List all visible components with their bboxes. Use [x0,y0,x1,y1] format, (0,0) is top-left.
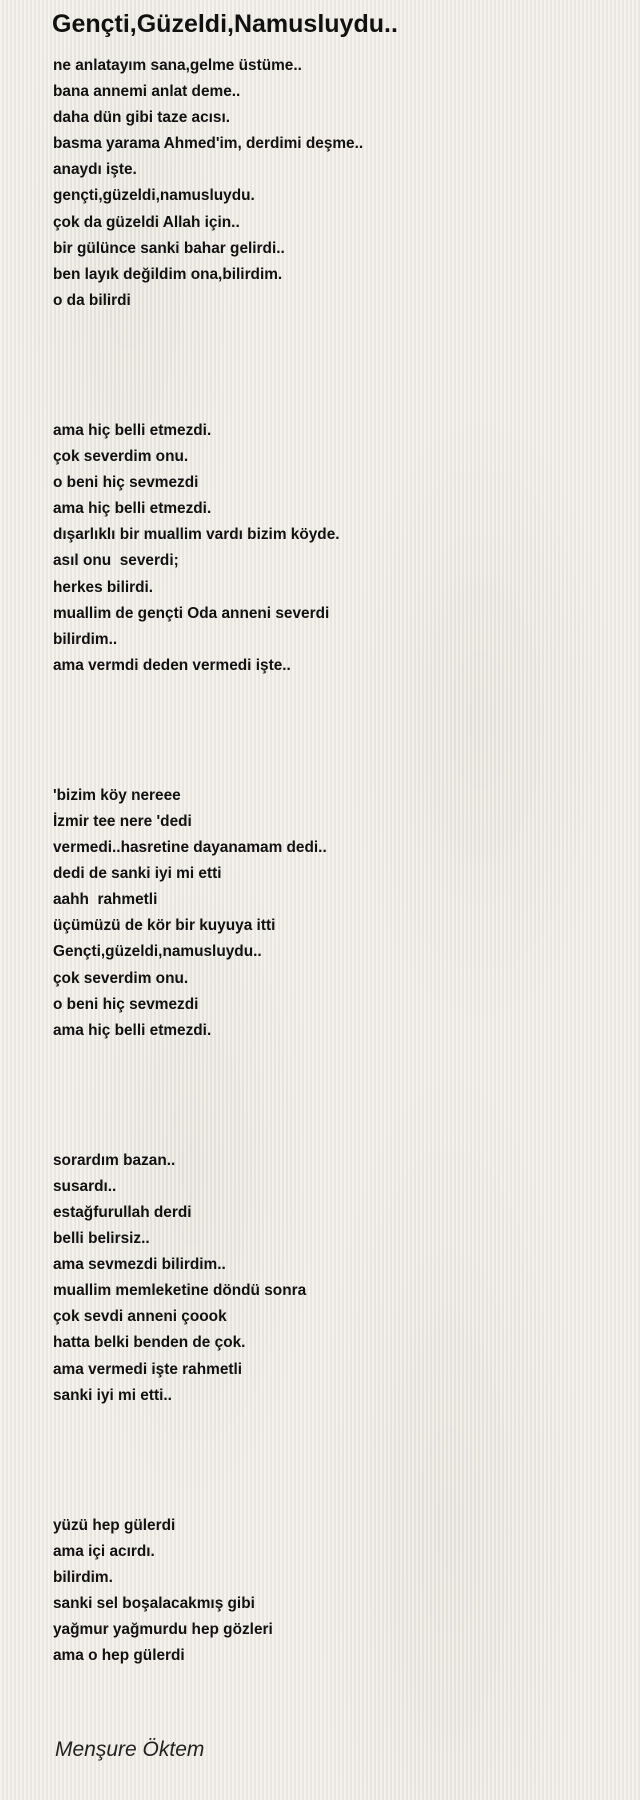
poem-stanza [53,53,613,314]
poem-line: ama vermdi deden vermedi işte.. [53,656,291,674]
poem-line: ama hiç belli etmezdi. [53,1021,212,1039]
poem-line: 'bizim köy nereee [53,786,181,804]
poem-line: ben layık değildim ona,bilirdim. [53,265,283,283]
poem-line: bilirdim.. [53,630,118,648]
poem-line: yağmur yağmurdu hep gözleri [53,1621,273,1639]
poem-line: sanki iyi mi etti.. [53,1386,172,1404]
poem-line: ama içi acırdı. [53,1542,155,1560]
poem-line: bir gülünce sanki bahar gelirdi.. [53,239,285,257]
poem-line: üçümüzü de kör bir kuyuya itti [53,917,276,935]
poem-line: dedi de sanki iyi mi etti [53,865,222,883]
poem-line: Gençti,güzeldi,namusluydu.. [53,943,262,961]
poem-line: İzmir tee nere 'dedi [53,812,192,830]
poem-stanza [53,418,613,679]
poem-line: bana annemi anlat deme.. [53,83,241,101]
poem-line: sanki sel boşalacakmış gibi [53,1595,255,1613]
poem-line: sorardım bazan.. [53,1151,176,1169]
poem-line: bilirdim. [53,1568,113,1586]
poem-stanza [53,783,613,1044]
poem-line: basma yarama Ahmed'im, derdimi deşme.. [53,135,364,153]
poem-line: ama sevmezdi bilirdim.. [53,1256,226,1274]
poem-line: daha dün gibi taze acısı. [53,109,231,127]
poem-line: ne anlatayım sana,gelme üstüme.. [53,57,302,74]
poem-line: çok sevdi anneni çoook [53,1308,227,1326]
poem-line: ama o hep gülerdi [53,1647,185,1665]
poem-line: ama hiç belli etmezdi. [53,500,212,518]
poem-line: çok severdim onu. [53,448,189,466]
poem-author: Menşure Öktem [55,1738,205,1761]
poem-line: muallim de gençti Oda anneni severdi [53,604,330,622]
poem-line: belli belirsiz.. [53,1230,150,1248]
poem-line: susardı.. [53,1177,117,1195]
poem-line: estağfurullah derdi [53,1204,192,1221]
poem-line: asıl onu severdi; [53,552,179,570]
poem-line: o beni hiç sevmezdi [53,474,199,492]
poem-line: aahh rahmetli [53,891,158,909]
poem-line: yüzü hep gülerdi [53,1516,176,1534]
poem-line: o da bilirdi [53,291,131,309]
poem-line: vermedi..hasretine dayanamam dedi.. [53,839,327,857]
poem-line: gençti,güzeldi,namusluydu. [53,187,255,205]
poem-title: Gençti,Güzeldi,Namusluydu.. [52,10,398,38]
poem-line: hatta belki benden de çok. [53,1334,246,1352]
poem-line: çok severdim onu. [53,969,189,987]
poem-line: ama hiç belli etmezdi. [53,421,212,439]
poem-stanza [53,1513,613,1670]
poem-line: herkes bilirdi. [53,578,154,596]
poem-line: muallim memleketine döndü sonra [53,1282,307,1300]
poem-line: ama vermedi işte rahmetli [53,1360,243,1378]
poem-line: anaydı işte. [53,161,137,179]
poem-line: dışarlıklı bir muallim vardı bizim köyde. [53,526,340,544]
poem-body [53,53,613,1773]
poem-stanza [53,1148,613,1409]
poem-line: çok da güzeldi Allah için.. [53,213,240,231]
poem-line: o beni hiç sevmezdi [53,995,199,1013]
